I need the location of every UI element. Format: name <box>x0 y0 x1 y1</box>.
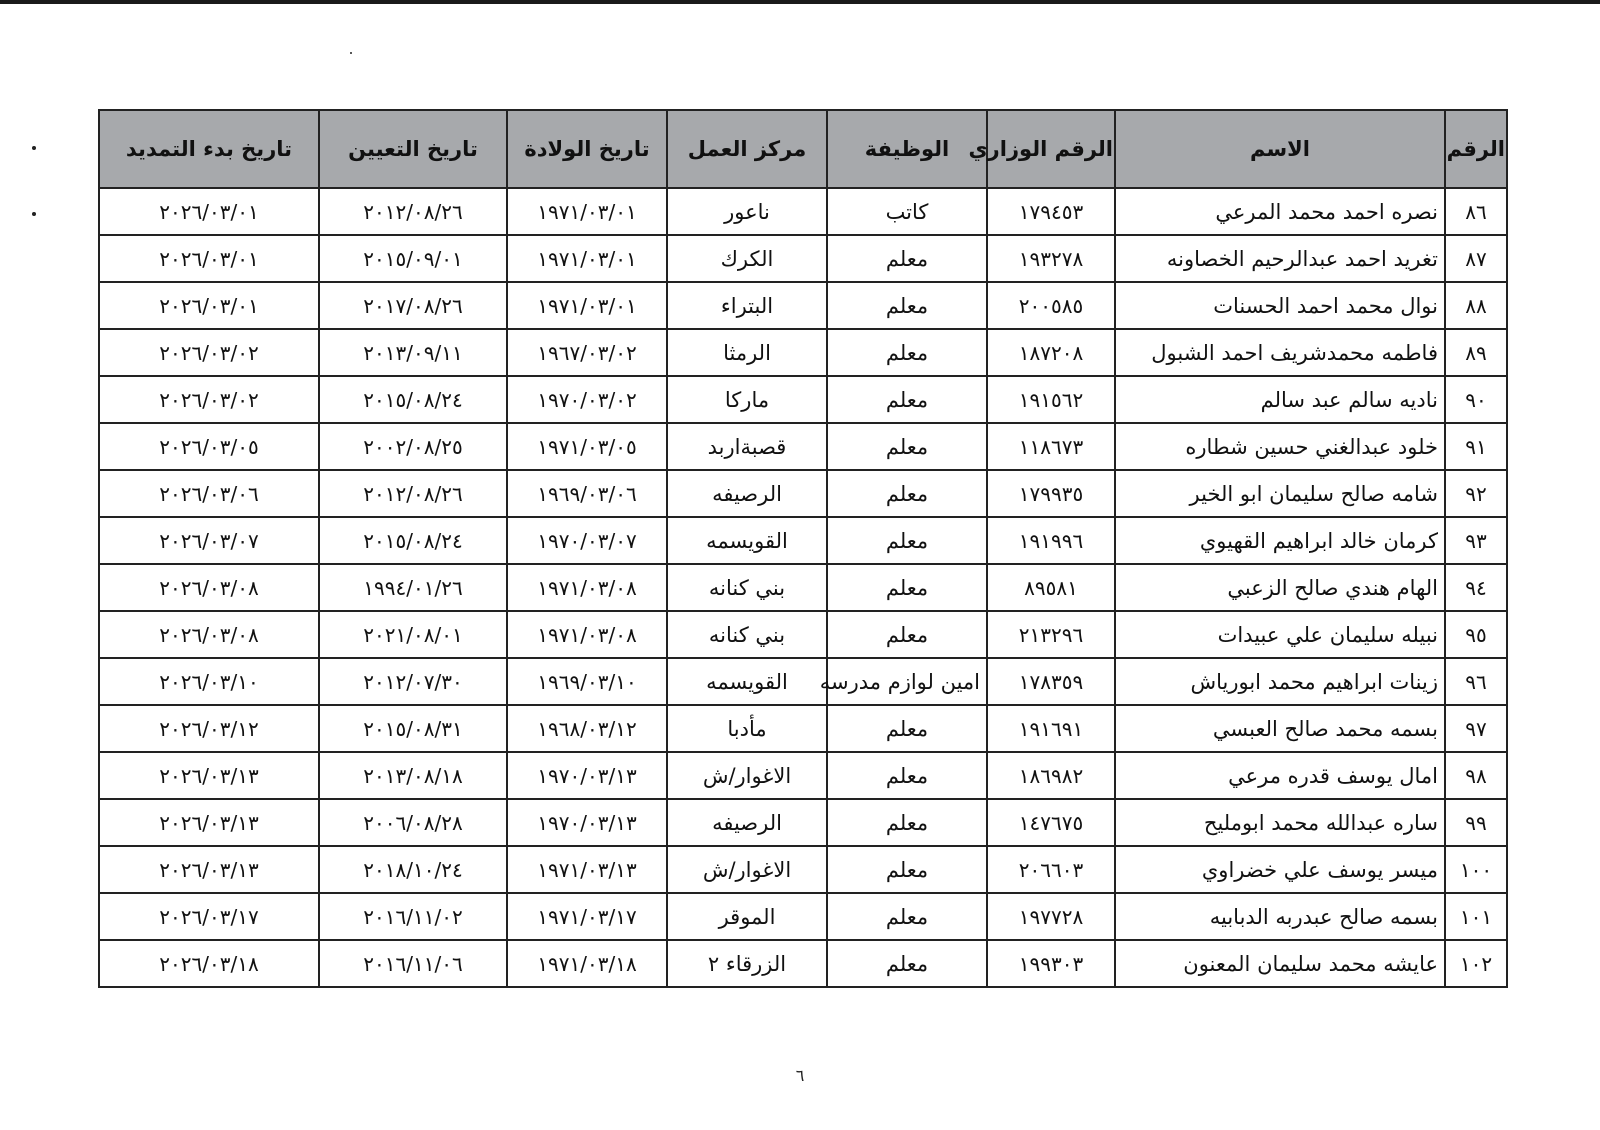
cell-work-center: الكرك <box>667 235 827 282</box>
table-row <box>99 799 1507 846</box>
cell-hire-date: ١٩٩٤/٠١/٢٦ <box>319 564 507 611</box>
header-ministry-id: الرقم الوزاري <box>987 110 1115 188</box>
table-row <box>99 329 1507 376</box>
cell-job: معلم <box>827 752 987 799</box>
page-number: ٦ <box>795 1066 805 1085</box>
cell-number: ٩٣ <box>1445 517 1507 564</box>
cell-number: ٨٩ <box>1445 329 1507 376</box>
cell-work-center: البتراء <box>667 282 827 329</box>
cell-number: ٩٢ <box>1445 470 1507 517</box>
cell-ministry-id: ١٩١٦٩١ <box>987 705 1115 752</box>
cell-extension-start: ٢٠٢٦/٠٣/١٧ <box>99 893 319 940</box>
cell-hire-date: ٢٠١٦/١١/٠٢ <box>319 893 507 940</box>
cell-hire-date: ٢٠١٥/٠٩/٠١ <box>319 235 507 282</box>
cell-work-center: ناعور <box>667 188 827 235</box>
cell-ministry-id: ١٩٣٢٧٨ <box>987 235 1115 282</box>
cell-job: امين لوازم مدرسه <box>827 658 987 705</box>
cell-number: ٩٦ <box>1445 658 1507 705</box>
cell-name: عايشه محمد سليمان المعنون <box>1115 940 1445 987</box>
cell-job: معلم <box>827 235 987 282</box>
cell-job: معلم <box>827 611 987 658</box>
cell-hire-date: ٢٠١٣/٠٨/١٨ <box>319 752 507 799</box>
cell-name: نبيله سليمان علي عبيدات <box>1115 611 1445 658</box>
cell-name: امال يوسف قدره مرعي <box>1115 752 1445 799</box>
cell-hire-date: ٢٠١٢/٠٨/٢٦ <box>319 470 507 517</box>
table-row <box>99 282 1507 329</box>
cell-name: فاطمه محمدشريف احمد الشبول <box>1115 329 1445 376</box>
cell-job: معلم <box>827 282 987 329</box>
cell-job: معلم <box>827 564 987 611</box>
cell-extension-start: ٢٠٢٦/٠٣/٠١ <box>99 188 319 235</box>
table-row <box>99 517 1507 564</box>
cell-ministry-id: ٨٩٥٨١ <box>987 564 1115 611</box>
cell-extension-start: ٢٠٢٦/٠٣/١٢ <box>99 705 319 752</box>
table-row <box>99 423 1507 470</box>
cell-extension-start: ٢٠٢٦/٠٣/٠٨ <box>99 611 319 658</box>
cell-hire-date: ٢٠١٥/٠٨/٢٤ <box>319 517 507 564</box>
table-row <box>99 893 1507 940</box>
table-row <box>99 235 1507 282</box>
cell-hire-date: ٢٠٠٦/٠٨/٢٨ <box>319 799 507 846</box>
cell-job: معلم <box>827 893 987 940</box>
table-row <box>99 564 1507 611</box>
cell-hire-date: ٢٠١٧/٠٨/٢٦ <box>319 282 507 329</box>
cell-work-center: بني كنانه <box>667 564 827 611</box>
cell-work-center: الرصيفه <box>667 799 827 846</box>
employee-table <box>98 109 1508 988</box>
cell-ministry-id: ٢٠٠٥٨٥ <box>987 282 1115 329</box>
cell-name: بسمه محمد صالح العبسي <box>1115 705 1445 752</box>
cell-extension-start: ٢٠٢٦/٠٣/١٠ <box>99 658 319 705</box>
cell-name: زينات ابراهيم محمد ابورياش <box>1115 658 1445 705</box>
cell-birth-date: ١٩٧٠/٠٣/٠٢ <box>507 376 667 423</box>
cell-extension-start: ٢٠٢٦/٠٣/٠١ <box>99 235 319 282</box>
cell-extension-start: ٢٠٢٦/٠٣/١٨ <box>99 940 319 987</box>
table-row <box>99 752 1507 799</box>
scan-speck <box>32 146 36 150</box>
cell-number: ٨٧ <box>1445 235 1507 282</box>
cell-number: ١٠٢ <box>1445 940 1507 987</box>
cell-number: ٩٤ <box>1445 564 1507 611</box>
cell-job: معلم <box>827 329 987 376</box>
header-hire-date: تاريخ التعيين <box>319 110 507 188</box>
cell-hire-date: ٢٠١٦/١١/٠٦ <box>319 940 507 987</box>
cell-hire-date: ٢٠٠٢/٠٨/٢٥ <box>319 423 507 470</box>
cell-name: بسمه صالح عبدربه الدبابيه <box>1115 893 1445 940</box>
cell-number: ٩١ <box>1445 423 1507 470</box>
cell-extension-start: ٢٠٢٦/٠٣/٠٢ <box>99 329 319 376</box>
cell-job: معلم <box>827 423 987 470</box>
table-row <box>99 470 1507 517</box>
cell-ministry-id: ٢٠٦٦٠٣ <box>987 846 1115 893</box>
cell-extension-start: ٢٠٢٦/٠٣/١٣ <box>99 846 319 893</box>
table-row <box>99 611 1507 658</box>
cell-work-center: الرمثا <box>667 329 827 376</box>
cell-job: معلم <box>827 799 987 846</box>
cell-extension-start: ٢٠٢٦/٠٣/١٣ <box>99 752 319 799</box>
cell-work-center: الزرقاء ٢ <box>667 940 827 987</box>
cell-name: نوال محمد احمد الحسنات <box>1115 282 1445 329</box>
cell-name: ميسر يوسف علي خضراوي <box>1115 846 1445 893</box>
scan-speck <box>32 212 36 216</box>
cell-ministry-id: ١٧٨٣٥٩ <box>987 658 1115 705</box>
cell-hire-date: ٢٠١٥/٠٨/٢٤ <box>319 376 507 423</box>
cell-job: معلم <box>827 846 987 893</box>
cell-extension-start: ٢٠٢٦/٠٣/٠٢ <box>99 376 319 423</box>
cell-work-center: القويسمه <box>667 658 827 705</box>
cell-number: ٩٨ <box>1445 752 1507 799</box>
cell-job: معلم <box>827 705 987 752</box>
cell-ministry-id: ١٨٦٩٨٢ <box>987 752 1115 799</box>
cell-hire-date: ٢٠١٢/٠٧/٣٠ <box>319 658 507 705</box>
cell-name: شامه صالح سليمان ابو الخير <box>1115 470 1445 517</box>
cell-number: ١٠٠ <box>1445 846 1507 893</box>
cell-work-center: الموقر <box>667 893 827 940</box>
cell-birth-date: ١٩٧١/٠٣/١٣ <box>507 846 667 893</box>
table-row <box>99 705 1507 752</box>
header-name: الاسم <box>1115 110 1445 188</box>
scan-speck <box>350 52 352 54</box>
cell-work-center: القويسمه <box>667 517 827 564</box>
cell-birth-date: ١٩٧٠/٠٣/١٣ <box>507 752 667 799</box>
cell-birth-date: ١٩٦٩/٠٣/٠٦ <box>507 470 667 517</box>
cell-job: معلم <box>827 376 987 423</box>
cell-work-center: مأدبا <box>667 705 827 752</box>
employee-table-container <box>98 109 1506 988</box>
cell-hire-date: ٢٠١٢/٠٨/٢٦ <box>319 188 507 235</box>
cell-number: ٨٨ <box>1445 282 1507 329</box>
cell-extension-start: ٢٠٢٦/٠٣/٠٦ <box>99 470 319 517</box>
cell-ministry-id: ١٩١٩٩٦ <box>987 517 1115 564</box>
cell-ministry-id: ١٤٧٦٧٥ <box>987 799 1115 846</box>
scan-top-edge <box>0 0 1600 4</box>
header-birth-date: تاريخ الولادة <box>507 110 667 188</box>
cell-ministry-id: ١٧٩٩٣٥ <box>987 470 1115 517</box>
table-row <box>99 188 1507 235</box>
table-header-row <box>99 110 1507 188</box>
cell-birth-date: ١٩٦٧/٠٣/٠٢ <box>507 329 667 376</box>
cell-ministry-id: ١٧٩٤٥٣ <box>987 188 1115 235</box>
cell-birth-date: ١٩٧١/٠٣/٠٨ <box>507 564 667 611</box>
cell-birth-date: ١٩٦٩/٠٣/١٠ <box>507 658 667 705</box>
header-number: الرقم <box>1445 110 1507 188</box>
table-row <box>99 846 1507 893</box>
cell-birth-date: ١٩٧١/٠٣/١٨ <box>507 940 667 987</box>
header-work-center: مركز العمل <box>667 110 827 188</box>
cell-birth-date: ١٩٧٠/٠٣/٠٧ <box>507 517 667 564</box>
cell-birth-date: ١٩٧١/٠٣/٠٨ <box>507 611 667 658</box>
header-extension-start: تاريخ بدء التمديد <box>99 110 319 188</box>
cell-name: الهام هندي صالح الزعبي <box>1115 564 1445 611</box>
cell-extension-start: ٢٠٢٦/٠٣/٠٥ <box>99 423 319 470</box>
cell-extension-start: ٢٠٢٦/٠٣/٠٧ <box>99 517 319 564</box>
cell-birth-date: ١٩٧١/٠٣/١٧ <box>507 893 667 940</box>
cell-name: ناديه سالم عبد سالم <box>1115 376 1445 423</box>
cell-number: ٩٩ <box>1445 799 1507 846</box>
cell-number: ١٠١ <box>1445 893 1507 940</box>
table-body <box>99 188 1507 987</box>
cell-work-center: قصبةاربد <box>667 423 827 470</box>
cell-number: ٩٥ <box>1445 611 1507 658</box>
cell-birth-date: ١٩٧١/٠٣/٠١ <box>507 188 667 235</box>
cell-number: ٨٦ <box>1445 188 1507 235</box>
cell-birth-date: ١٩٧٠/٠٣/١٣ <box>507 799 667 846</box>
cell-job: معلم <box>827 517 987 564</box>
cell-job: معلم <box>827 940 987 987</box>
cell-number: ٩٧ <box>1445 705 1507 752</box>
cell-name: ساره عبدالله محمد ابومليح <box>1115 799 1445 846</box>
cell-work-center: بني كنانه <box>667 611 827 658</box>
cell-ministry-id: ١١٨٦٧٣ <box>987 423 1115 470</box>
cell-hire-date: ٢٠١٥/٠٨/٣١ <box>319 705 507 752</box>
cell-birth-date: ١٩٧١/٠٣/٠٥ <box>507 423 667 470</box>
cell-ministry-id: ١٨٧٢٠٨ <box>987 329 1115 376</box>
cell-birth-date: ١٩٦٨/٠٣/١٢ <box>507 705 667 752</box>
cell-work-center: الاغوار/ش <box>667 752 827 799</box>
cell-work-center: الاغوار/ش <box>667 846 827 893</box>
cell-extension-start: ٢٠٢٦/٠٣/١٣ <box>99 799 319 846</box>
cell-number: ٩٠ <box>1445 376 1507 423</box>
cell-ministry-id: ١٩١٥٦٢ <box>987 376 1115 423</box>
cell-extension-start: ٢٠٢٦/٠٣/٠٨ <box>99 564 319 611</box>
cell-hire-date: ٢٠٢١/٠٨/٠١ <box>319 611 507 658</box>
cell-work-center: ماركا <box>667 376 827 423</box>
cell-birth-date: ١٩٧١/٠٣/٠١ <box>507 235 667 282</box>
cell-birth-date: ١٩٧١/٠٣/٠١ <box>507 282 667 329</box>
cell-ministry-id: ٢١٣٢٩٦ <box>987 611 1115 658</box>
cell-extension-start: ٢٠٢٦/٠٣/٠١ <box>99 282 319 329</box>
cell-hire-date: ٢٠١٣/٠٩/١١ <box>319 329 507 376</box>
cell-job: كاتب <box>827 188 987 235</box>
cell-ministry-id: ١٩٧٧٢٨ <box>987 893 1115 940</box>
header-job: الوظيفة <box>827 110 987 188</box>
table-row <box>99 376 1507 423</box>
cell-name: كرمان خالد ابراهيم القهيوي <box>1115 517 1445 564</box>
cell-name: تغريد احمد عبدالرحيم الخصاونه <box>1115 235 1445 282</box>
table-row <box>99 658 1507 705</box>
cell-job: معلم <box>827 470 987 517</box>
cell-work-center: الرصيفه <box>667 470 827 517</box>
cell-name: خلود عبدالغني حسين شطاره <box>1115 423 1445 470</box>
table-row <box>99 940 1507 987</box>
cell-name: نصره احمد محمد المرعي <box>1115 188 1445 235</box>
cell-ministry-id: ١٩٩٣٠٣ <box>987 940 1115 987</box>
cell-hire-date: ٢٠١٨/١٠/٢٤ <box>319 846 507 893</box>
